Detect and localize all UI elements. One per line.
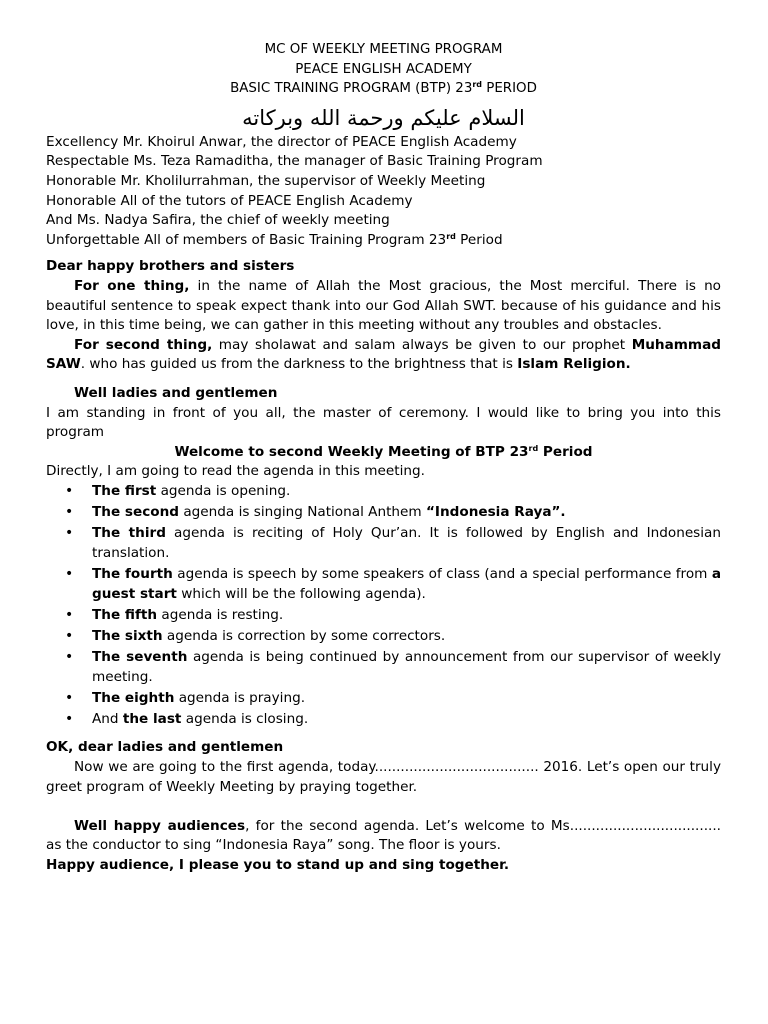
document-title: [46, 40, 721, 99]
list-item: • The fourth agenda is speech by some speakers of class (and a special performance from a guest start which will be the following agenda).: [92, 565, 721, 604]
greeting-line: And Ms. Nadya Safira, the chief of weekly meeting: [46, 212, 390, 229]
section-heading: Well ladies and gentlemen: [74, 384, 278, 401]
list-item: • The seventh agenda is being continued by announcement from our supervisor of weekly meeting.: [92, 648, 721, 687]
paragraph: Happy audience, I please you to stand up and sing together.: [46, 856, 510, 873]
arabic-greeting: السلام عليكم ورحمة الله وبركاته: [242, 105, 525, 130]
paragraph: I am standing in front of you all, the master of ceremony. I would like to bring you into this program: [46, 404, 721, 441]
paragraph: Well happy audiences, for the second agenda. Let’s welcome to Ms................................... as the conductor to sing “Indonesia Raya” song. The floor is yours.: [46, 817, 721, 854]
greeting-line: Unforgettable All of members of Basic Training Program 23rd Period: [46, 231, 503, 248]
section-heading: OK, dear ladies and gentlemen: [46, 739, 284, 756]
list-item: • The sixth agenda is correction by some correctors.: [92, 627, 721, 647]
greeting-line: Honorable All of the tutors of PEACE English Academy: [46, 192, 413, 209]
greeting-line: Respectable Ms. Teza Ramaditha, the manager of Basic Training Program: [46, 153, 543, 170]
list-item: • The third agenda is reciting of Holy Qur’an. It is followed by English and Indonesian translation.: [92, 524, 721, 563]
greeting-line: Honorable Mr. Kholilurrahman, the supervisor of Weekly Meeting: [46, 172, 486, 189]
list-item: • And the last agenda is closing.: [92, 710, 721, 730]
paragraph: For one thing, in the name of Allah the Most gracious, the Most merciful. There is no beautiful sentence to speak expect thank into our God Allah SWT. because of his guidance and his love, in this time being, we can gather in this meeting without any troubles and obstacles.: [46, 277, 721, 334]
list-item: • The eighth agenda is praying.: [92, 689, 721, 709]
greeting-list: [46, 133, 721, 251]
list-item: • The second agenda is singing National Anthem “Indonesia Raya”.: [92, 503, 721, 523]
paragraph: For second thing, may sholawat and salam always be given to our prophet Muhammad SAW. who has guided us from the darkness to the brightness that is Islam Religion.: [46, 336, 721, 373]
paragraph: Now we are going to the first agenda, today...................................... 2016. Let’s open our truly greet program of Weekly Meeting by praying together.: [46, 758, 721, 795]
welcome-line: Welcome to second Weekly Meeting of BTP 23rd Period: [174, 443, 593, 460]
list-item: • The first agenda is opening.: [92, 482, 721, 502]
title-line-1: MC OF WEEKLY MEETING PROGRAM: [264, 42, 503, 57]
agenda-list: [46, 482, 721, 730]
title-line-2: PEACE ENGLISH ACADEMY: [295, 61, 472, 77]
greeting-line: Excellency Mr. Khoirul Anwar, the director of PEACE English Academy: [46, 133, 517, 150]
list-item: • The fifth agenda is resting.: [92, 606, 721, 626]
section-heading: Dear happy brothers and sisters: [46, 258, 295, 275]
paragraph: Directly, I am going to read the agenda in this meeting.: [46, 463, 425, 480]
title-line-3: BASIC TRAINING PROGRAM (BTP) 23rd PERIOD: [230, 80, 537, 97]
